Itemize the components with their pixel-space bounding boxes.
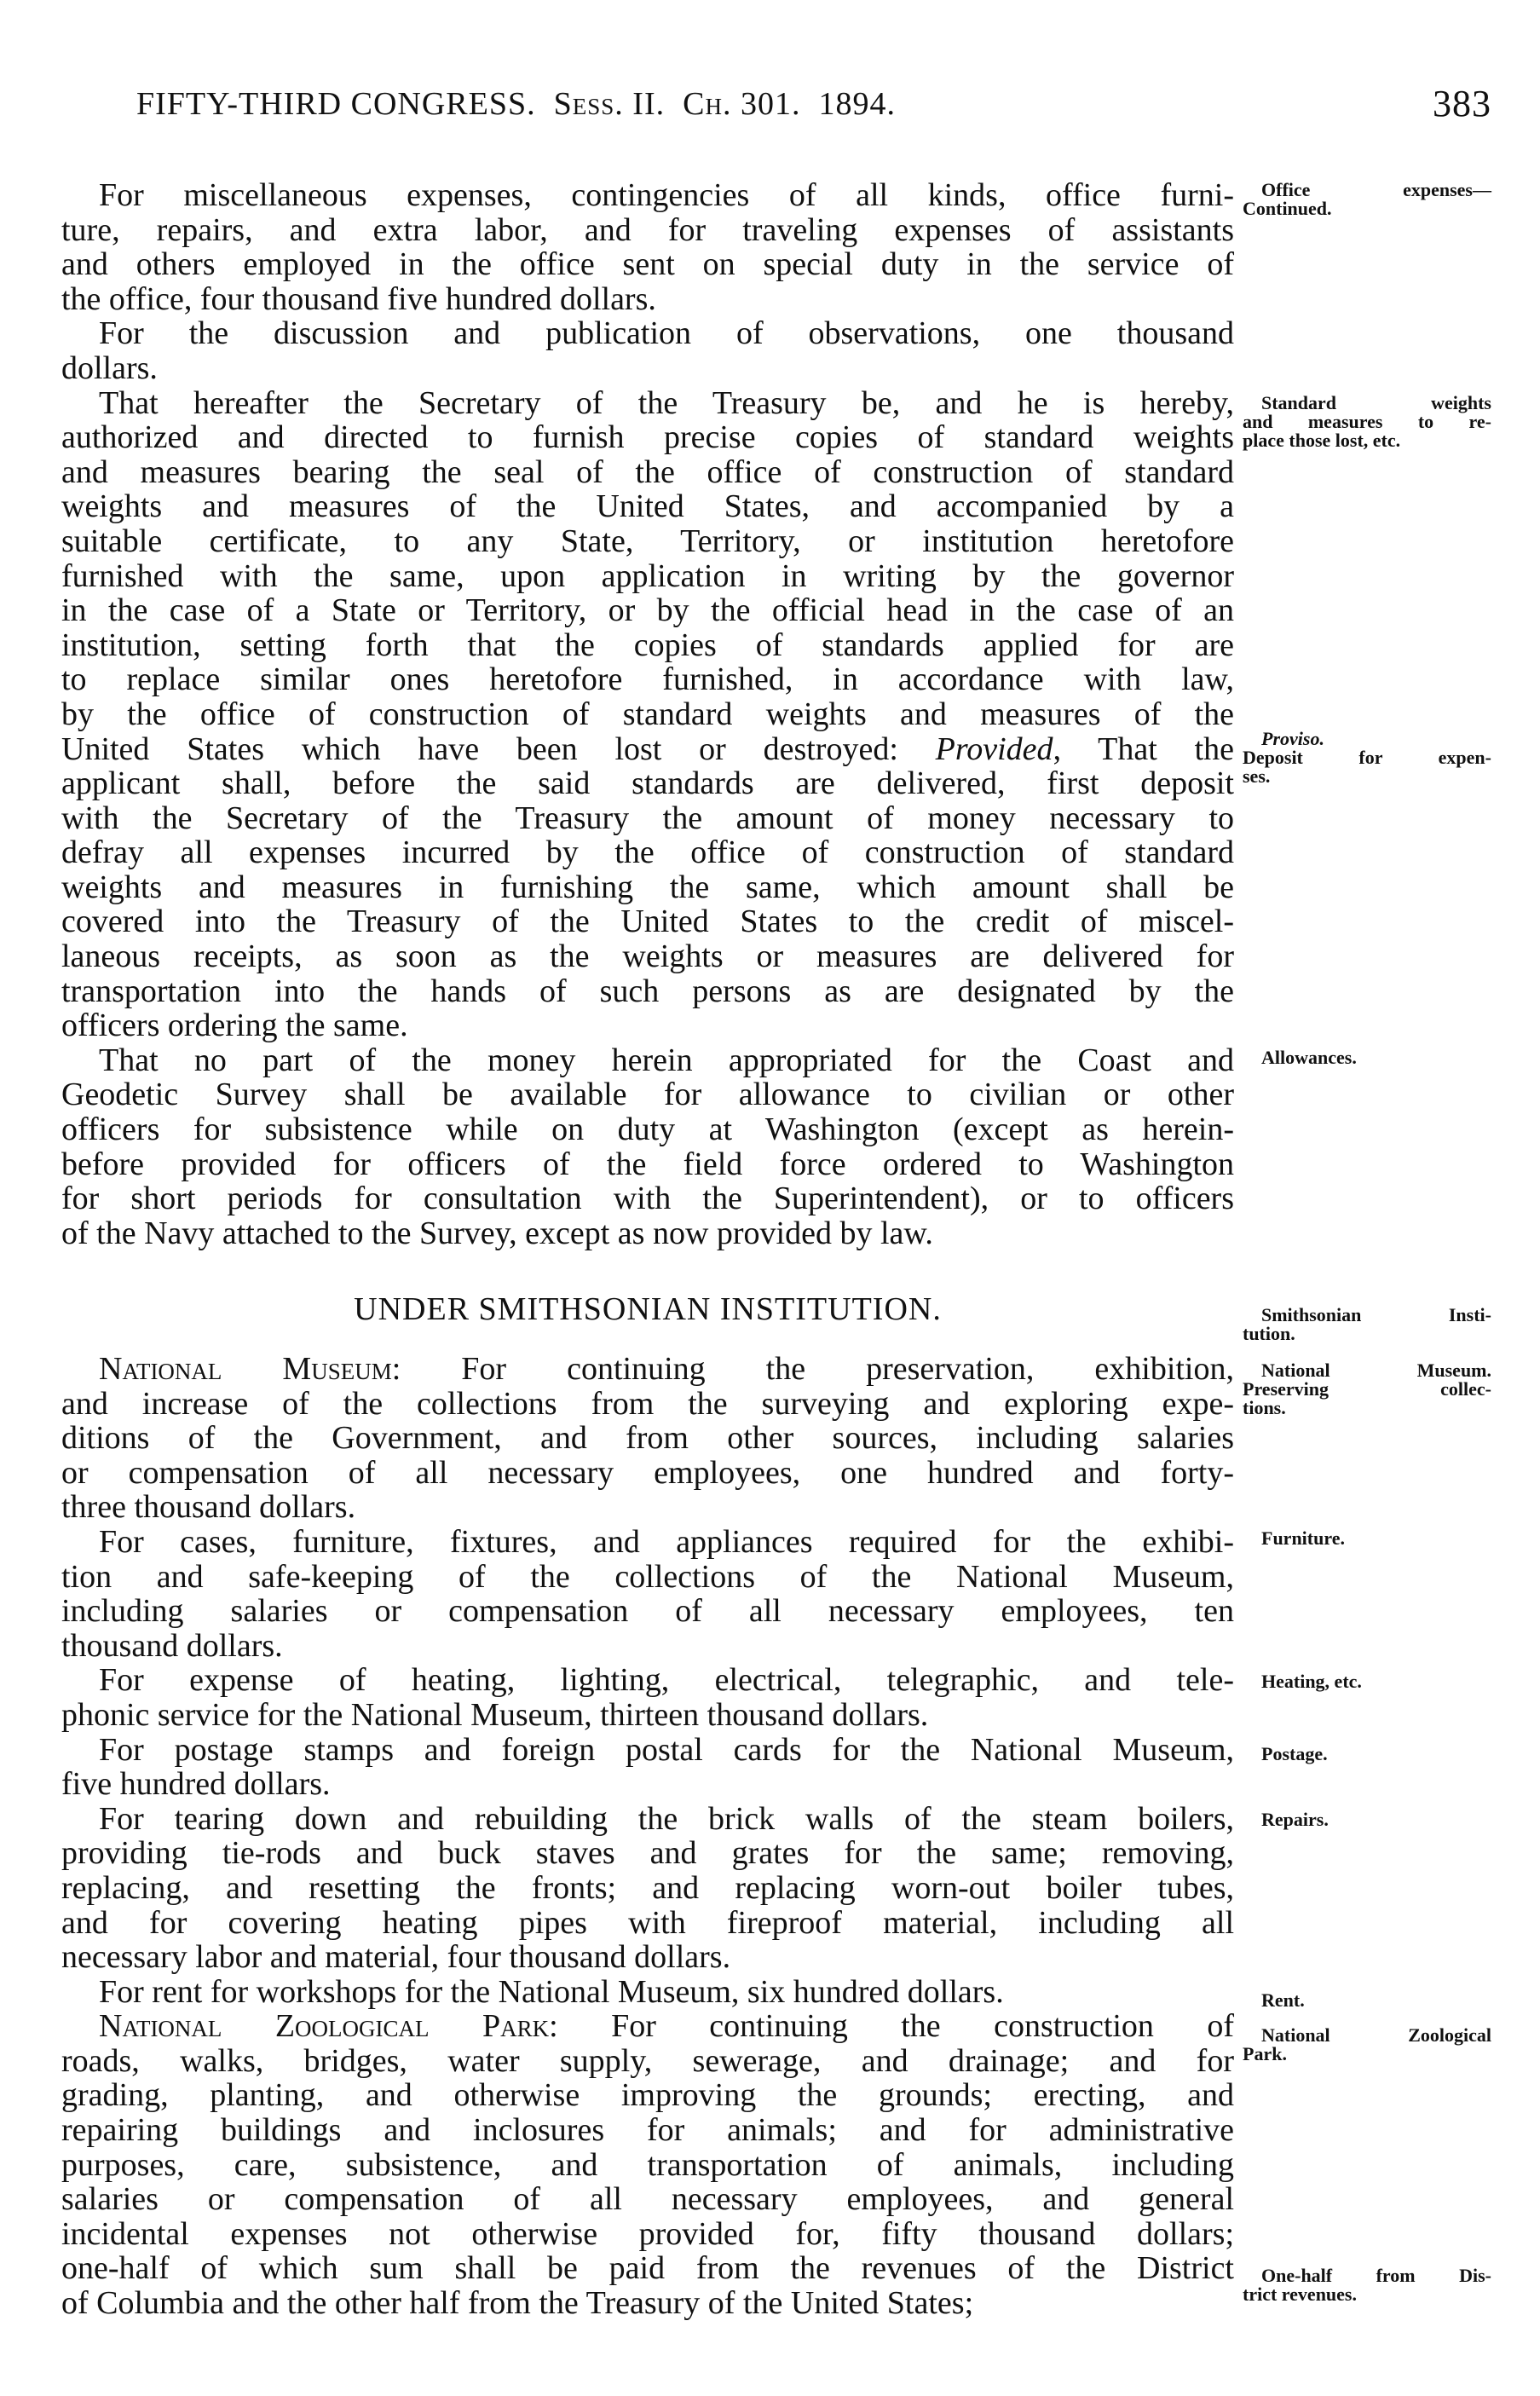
margin-note bbox=[1243, 1361, 1491, 1417]
text-line: For cases, furniture, fixtures, and appliances required for the exhibi- bbox=[99, 1523, 1234, 1560]
paragraph bbox=[61, 178, 1234, 316]
margin-note-line: ses. bbox=[1243, 765, 1271, 787]
text-run: : For continuing the preservation, exhibition, bbox=[391, 1351, 1234, 1387]
margin-note bbox=[1243, 181, 1491, 218]
margin-note-line: Furniture. bbox=[1261, 1527, 1345, 1549]
text-line: thousand dollars. bbox=[61, 1627, 283, 1664]
text-line: dollars. bbox=[61, 349, 158, 386]
margin-note-line: and measures to re- bbox=[1243, 411, 1491, 432]
margin-note bbox=[1243, 1529, 1491, 1548]
margin-note bbox=[1243, 1672, 1491, 1691]
text-line: For rent for workshops for the National Museum, six hundred dollars. bbox=[99, 1973, 1004, 2010]
margin-note-line: Postage. bbox=[1261, 1743, 1328, 1764]
paragraph bbox=[61, 316, 1234, 385]
margin-note-line: National Museum. bbox=[1261, 1360, 1491, 1381]
margin-note bbox=[1243, 1048, 1491, 1067]
text-line: replacing, and resetting the fronts; and replacing worn-out boiler tubes, bbox=[61, 1869, 1234, 1906]
text-line: purposes, care, subsistence, and transportation of animals, including bbox=[61, 2146, 1234, 2183]
text-run: , That the bbox=[1053, 730, 1235, 767]
text-line: of Columbia and the other half from the Treasury of the United States; bbox=[61, 2285, 974, 2322]
margin-note-line: Office expenses— bbox=[1261, 179, 1491, 200]
paragraph bbox=[61, 1352, 1234, 1525]
text-line: transportation into the hands of such persons as are designated by the bbox=[61, 973, 1234, 1009]
text-line: five hundred dollars. bbox=[61, 1766, 331, 1803]
paragraph bbox=[61, 1975, 1234, 2010]
paragraph bbox=[61, 1733, 1234, 1802]
text-line: suitable certificate, to any State, Territory, or institution heretofore bbox=[61, 523, 1234, 559]
body-section-smithsonian bbox=[61, 1352, 1234, 2321]
text-line: the office, four thousand five hundred dollars. bbox=[61, 280, 656, 317]
text-line: ture, repairs, and extra labor, and for traveling expenses of assistants bbox=[61, 211, 1234, 248]
paragraph bbox=[61, 1525, 1234, 1663]
margin-note-line: Rent. bbox=[1261, 1989, 1305, 2011]
text-line: in the case of a State or Territory, or by the official head in the case of an bbox=[61, 592, 1234, 629]
margin-note-line: tions. bbox=[1243, 1397, 1286, 1418]
text-line: For the discussion and publication of observations, one thousand bbox=[99, 315, 1234, 352]
running-header bbox=[136, 85, 1491, 123]
text-line: applicant shall, before the said standards are delivered, first deposit bbox=[61, 765, 1234, 802]
text-line: three thousand dollars. bbox=[61, 1489, 356, 1526]
text-line: Geodetic Survey shall be available for allowance to civilian or other bbox=[61, 1077, 1234, 1113]
text-line: laneous receipts, as soon as the weights or measures are delivered for bbox=[61, 938, 1234, 975]
margin-note bbox=[1243, 1810, 1491, 1829]
margin-note bbox=[1243, 1745, 1491, 1764]
margin-note-line: trict revenues. bbox=[1243, 2283, 1357, 2305]
text-line: one-half of which sum shall be paid from the revenues of the District bbox=[61, 2250, 1234, 2287]
text-line: For miscellaneous expenses, contingencies of all kinds, office furni- bbox=[99, 177, 1234, 213]
margin-note-line: One-half from Dis- bbox=[1261, 2265, 1491, 2286]
text-line: or compensation of all necessary employees, one hundred and forty- bbox=[61, 1454, 1234, 1491]
header-year: 1894. bbox=[818, 86, 896, 122]
margin-note bbox=[1243, 2266, 1491, 2304]
text-line: institution, setting forth that the copies of standards applied for are bbox=[61, 626, 1234, 663]
styled-text: National Zoological Park bbox=[99, 2008, 550, 2045]
text-line: For expense of heating, lighting, electrical, telegraphic, and tele- bbox=[99, 1662, 1234, 1699]
text-line: defray all expenses incurred by the office of construction of standard bbox=[61, 834, 1234, 871]
text-line: furnished with the same, upon application in writing by the governor bbox=[61, 557, 1234, 594]
page-number: 383 bbox=[1433, 83, 1491, 124]
text-line: For tearing down and rebuilding the brick walls of the steam boilers, bbox=[99, 1800, 1234, 1837]
margin-note-line: Deposit for expen- bbox=[1243, 747, 1491, 768]
styled-text: National Museum bbox=[99, 1351, 392, 1387]
text-line: ditions of the Government, and from other sources, including salaries bbox=[61, 1420, 1234, 1457]
text-run: : For continuing the construction of bbox=[549, 2008, 1235, 2045]
text-line: and increase of the collections from the surveying and exploring expe- bbox=[61, 1385, 1234, 1422]
text-run: United States which have been lost or destroyed: bbox=[61, 730, 936, 767]
text-line bbox=[61, 732, 1234, 767]
text-line: weights and measures in furnishing the same, which amount shall be bbox=[61, 869, 1234, 905]
text-line: That hereafter the Secretary of the Treasury be, and he is hereby, bbox=[99, 384, 1234, 421]
section-heading: UNDER SMITHSONIAN INSTITUTION. bbox=[354, 1291, 942, 1327]
styled-text: Proviso. bbox=[1261, 728, 1324, 749]
text-line: and others employed in the office sent on special duty in the service of bbox=[61, 246, 1234, 283]
margin-note-line: Standard weights bbox=[1261, 392, 1491, 413]
text-line: For postage stamps and foreign postal cards for the National Museum, bbox=[99, 1731, 1234, 1768]
margin-note-line: Heating, etc. bbox=[1261, 1671, 1362, 1692]
margin-note-line: Repairs. bbox=[1261, 1809, 1329, 1830]
header-chapter: Ch. 301. bbox=[683, 86, 801, 122]
margin-note bbox=[1243, 1991, 1491, 2010]
margin-note-line: Park. bbox=[1243, 2043, 1287, 2064]
text-line: before provided for officers of the field force ordered to Washington bbox=[61, 1146, 1234, 1182]
text-line: salaries or compensation of all necessary employees, and general bbox=[61, 2181, 1234, 2218]
paragraph bbox=[61, 1043, 1234, 1251]
text-line: necessary labor and material, four thousand dollars. bbox=[61, 1939, 731, 1976]
margin-note-line: National Zoological bbox=[1261, 2024, 1491, 2046]
margin-note bbox=[1243, 394, 1491, 450]
text-line: grading, planting, and otherwise improving the grounds; erecting, and bbox=[61, 2077, 1234, 2114]
text-line: including salaries or compensation of all necessary employees, ten bbox=[61, 1593, 1234, 1630]
text-line: roads, walks, bridges, water supply, sewerage, and drainage; and for bbox=[61, 2042, 1234, 2079]
paragraph bbox=[61, 386, 1234, 1043]
text-line: covered into the Treasury of the United States to the credit of miscel- bbox=[61, 904, 1234, 940]
text-line: That no part of the money herein appropriated for the Coast and bbox=[99, 1042, 1234, 1078]
text-line: officers ordering the same. bbox=[61, 1007, 408, 1044]
text-line: of the Navy attached to the Survey, except as now provided by law. bbox=[61, 1215, 933, 1251]
margin-note-line: Continued. bbox=[1243, 198, 1332, 219]
margin-note-line: place those lost, etc. bbox=[1243, 430, 1401, 451]
margin-note bbox=[1243, 2026, 1491, 2064]
margin-note bbox=[1243, 1306, 1491, 1343]
text-line: phonic service for the National Museum, thirteen thousand dollars. bbox=[61, 1696, 929, 1733]
paragraph bbox=[61, 1663, 1234, 1732]
text-line: tion and safe-keeping of the collections of the National Museum, bbox=[61, 1558, 1234, 1595]
header-title: FIFTY-THIRD CONGRESS. bbox=[136, 86, 536, 122]
text-line: repairing buildings and inclosures for animals; and for administrative bbox=[61, 2112, 1234, 2149]
text-line bbox=[61, 1352, 1234, 1387]
styled-text: Provided bbox=[935, 730, 1053, 767]
paragraph bbox=[61, 2009, 1234, 2320]
body-section-coast-survey bbox=[61, 178, 1234, 1250]
text-line bbox=[61, 2009, 1234, 2044]
text-line: to replace similar ones heretofore furnished, in accordance with law, bbox=[61, 661, 1234, 698]
text-line: officers for subsistence while on duty at Washington (except as herein- bbox=[61, 1111, 1234, 1148]
text-line: and for covering heating pipes with fireproof material, including all bbox=[61, 1904, 1234, 1941]
text-line: and measures bearing the seal of the office of construction of standard bbox=[61, 453, 1234, 490]
paragraph bbox=[61, 1802, 1234, 1975]
margin-note-line bbox=[1243, 730, 1491, 748]
text-line: authorized and directed to furnish precise copies of standard weights bbox=[61, 419, 1234, 456]
margin-note bbox=[1243, 730, 1491, 786]
margin-note-line: Smithsonian Insti- bbox=[1261, 1304, 1491, 1325]
margin-note-line: Preserving collec- bbox=[1243, 1378, 1491, 1400]
text-line: incidental expenses not otherwise provided for, fifty thousand dollars; bbox=[61, 2215, 1234, 2252]
text-line: by the office of construction of standard weights and measures of the bbox=[61, 696, 1234, 732]
header-session: Sess. II. bbox=[553, 86, 666, 122]
text-line: providing tie-rods and buck staves and grates for the same; removing, bbox=[61, 1835, 1234, 1872]
margin-note-line: tution. bbox=[1243, 1323, 1295, 1344]
text-line: for short periods for consultation with the Superintendent), or to officers bbox=[61, 1181, 1234, 1217]
text-line: with the Secretary of the Treasury the amount of money necessary to bbox=[61, 800, 1234, 836]
margin-note-line: Allowances. bbox=[1261, 1047, 1357, 1068]
text-line: weights and measures of the United States, and accompanied by a bbox=[61, 488, 1234, 525]
